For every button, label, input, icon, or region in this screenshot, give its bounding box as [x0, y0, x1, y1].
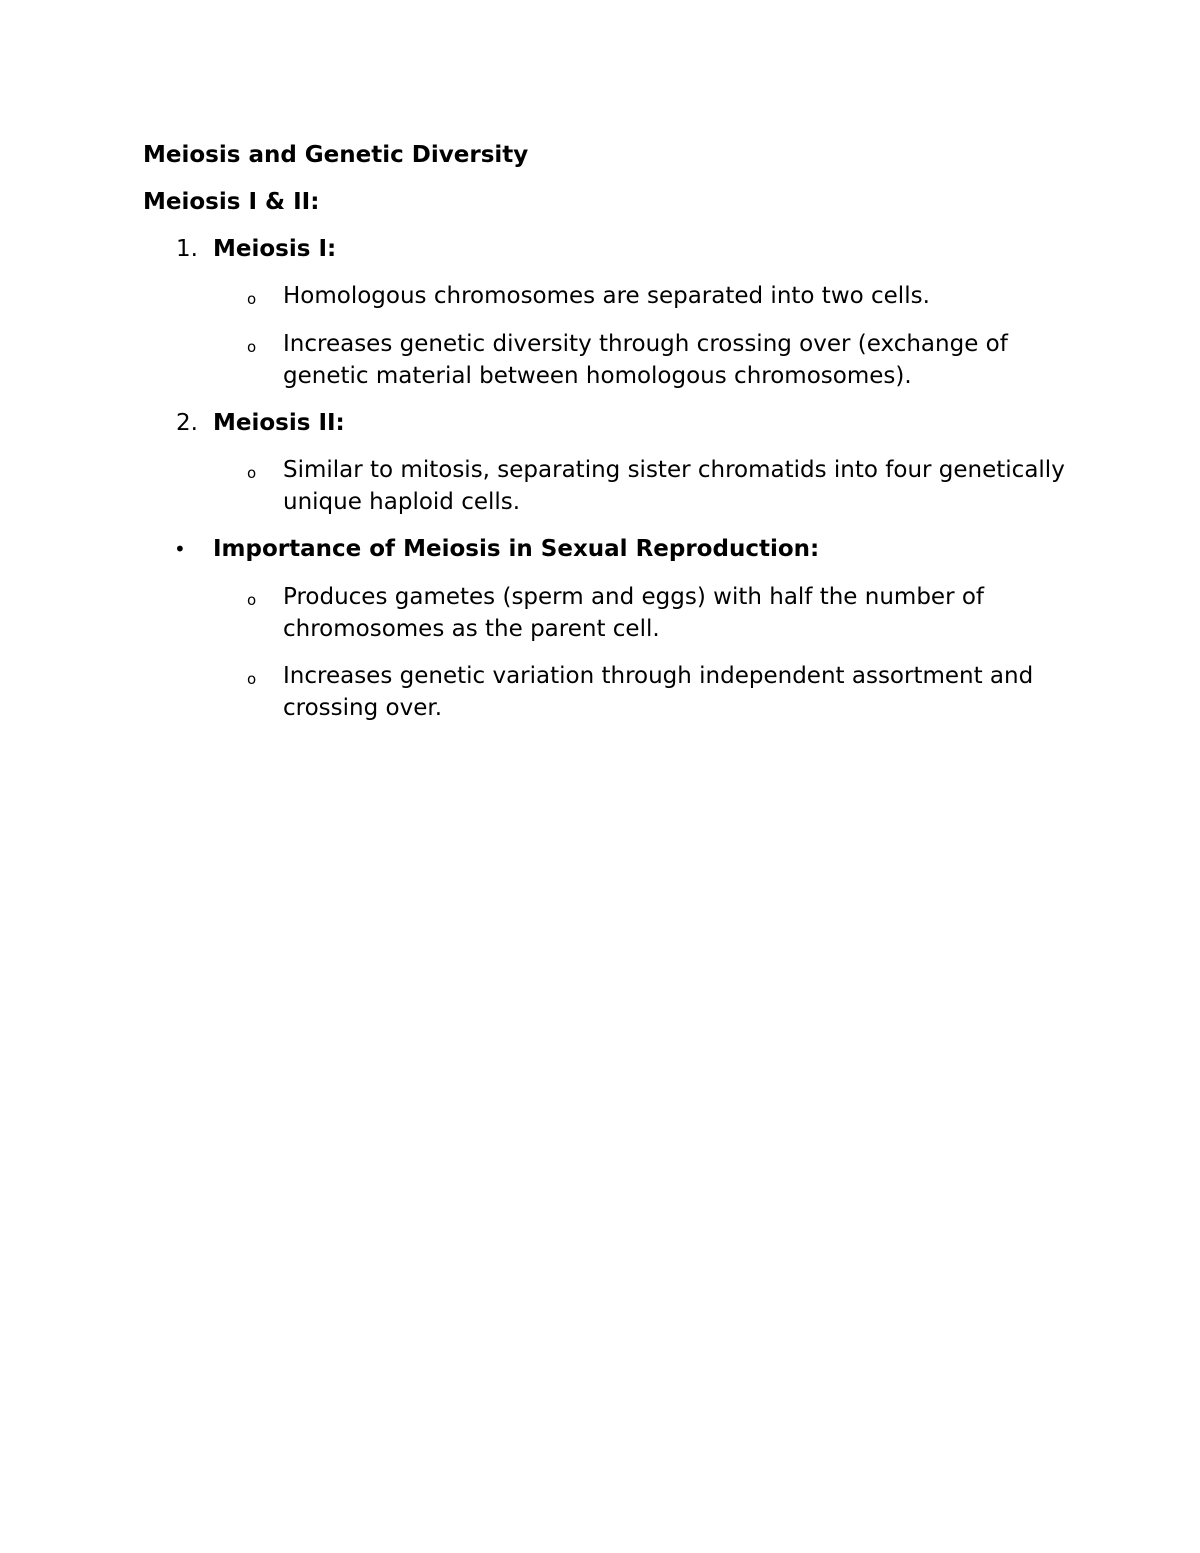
list-item: Similar to mitosis, separating sister chromatids into four genetically unique haploid cells. — [283, 457, 1065, 515]
document-title: Meiosis and Genetic Diversity — [143, 142, 529, 168]
list-number-1: 1. — [176, 236, 198, 262]
sub-bullet: o — [247, 338, 257, 356]
list-item: Produces gametes (sperm and eggs) with half the number of chromosomes as the parent cell. — [283, 584, 985, 642]
sub-bullet: o — [247, 591, 257, 609]
meiosis-two-heading: Meiosis II: — [213, 410, 345, 436]
list-number-2: 2. — [176, 410, 198, 436]
sub-bullet: o — [247, 290, 257, 308]
list-item: Increases genetic variation through independent assortment and crossing over. — [283, 663, 1034, 721]
sub-bullet: o — [247, 670, 257, 688]
list-item: Increases genetic diversity through crossing over (exchange of genetic material between homologous chromosomes). — [283, 331, 1008, 389]
section-heading: Meiosis I & II: — [143, 189, 320, 215]
sub-bullet: o — [247, 464, 257, 482]
meiosis-one-heading: Meiosis I: — [213, 236, 337, 262]
bullet-marker: • — [174, 537, 186, 561]
importance-heading: Importance of Meiosis in Sexual Reproduction: — [213, 536, 820, 562]
list-item: Homologous chromosomes are separated into two cells. — [283, 283, 930, 309]
